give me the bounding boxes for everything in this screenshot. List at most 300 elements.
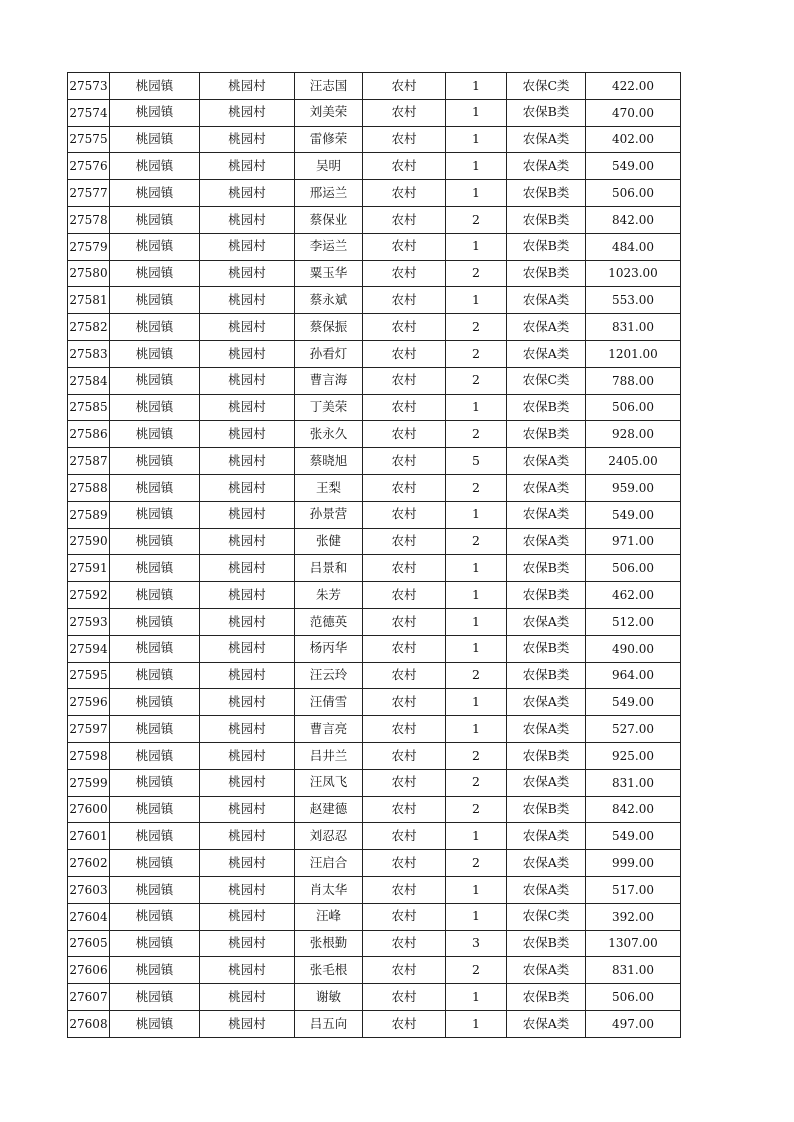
category-cell: 农保A类 xyxy=(507,876,586,903)
category-cell: 农保B类 xyxy=(507,394,586,421)
name-cell: 李运兰 xyxy=(295,233,363,260)
town-cell: 桃园镇 xyxy=(110,474,200,501)
record-id-cell: 27594 xyxy=(68,635,110,662)
amount-cell: 402.00 xyxy=(586,126,681,153)
table-row xyxy=(68,689,681,716)
record-id-cell: 27586 xyxy=(68,421,110,448)
table-row xyxy=(68,99,681,126)
village-cell: 桃园村 xyxy=(200,367,295,394)
table-row xyxy=(68,957,681,984)
count-cell: 2 xyxy=(446,850,507,877)
name-cell: 孙看灯 xyxy=(295,340,363,367)
amount-cell: 928.00 xyxy=(586,421,681,448)
village-cell: 桃园村 xyxy=(200,528,295,555)
amount-cell: 392.00 xyxy=(586,903,681,930)
table-row xyxy=(68,662,681,689)
town-cell: 桃园镇 xyxy=(110,957,200,984)
amount-cell: 506.00 xyxy=(586,394,681,421)
town-cell: 桃园镇 xyxy=(110,126,200,153)
record-id-cell: 27592 xyxy=(68,582,110,609)
count-cell: 1 xyxy=(446,984,507,1011)
town-cell: 桃园镇 xyxy=(110,823,200,850)
amount-cell: 1201.00 xyxy=(586,340,681,367)
count-cell: 1 xyxy=(446,233,507,260)
table-row xyxy=(68,876,681,903)
area-type-cell: 农村 xyxy=(363,314,446,341)
count-cell: 1 xyxy=(446,287,507,314)
category-cell: 农保A类 xyxy=(507,769,586,796)
name-cell: 杨丙华 xyxy=(295,635,363,662)
name-cell: 雷修荣 xyxy=(295,126,363,153)
count-cell: 1 xyxy=(446,876,507,903)
name-cell: 赵建德 xyxy=(295,796,363,823)
area-type-cell: 农村 xyxy=(363,582,446,609)
area-type-cell: 农村 xyxy=(363,876,446,903)
area-type-cell: 农村 xyxy=(363,528,446,555)
village-cell: 桃园村 xyxy=(200,796,295,823)
record-id-cell: 27596 xyxy=(68,689,110,716)
count-cell: 2 xyxy=(446,340,507,367)
amount-cell: 470.00 xyxy=(586,99,681,126)
count-cell: 2 xyxy=(446,421,507,448)
table-row xyxy=(68,73,681,100)
table-row xyxy=(68,555,681,582)
village-cell: 桃园村 xyxy=(200,850,295,877)
village-cell: 桃园村 xyxy=(200,421,295,448)
name-cell: 蔡晓旭 xyxy=(295,448,363,475)
area-type-cell: 农村 xyxy=(363,742,446,769)
record-id-cell: 27580 xyxy=(68,260,110,287)
table-row xyxy=(68,314,681,341)
name-cell: 汪云玲 xyxy=(295,662,363,689)
name-cell: 曹言海 xyxy=(295,367,363,394)
area-type-cell: 农村 xyxy=(363,957,446,984)
town-cell: 桃园镇 xyxy=(110,287,200,314)
category-cell: 农保B类 xyxy=(507,99,586,126)
town-cell: 桃园镇 xyxy=(110,501,200,528)
area-type-cell: 农村 xyxy=(363,930,446,957)
amount-cell: 788.00 xyxy=(586,367,681,394)
table-row xyxy=(68,126,681,153)
amount-cell: 490.00 xyxy=(586,635,681,662)
town-cell: 桃园镇 xyxy=(110,206,200,233)
area-type-cell: 农村 xyxy=(363,662,446,689)
village-cell: 桃园村 xyxy=(200,1010,295,1037)
area-type-cell: 农村 xyxy=(363,689,446,716)
area-type-cell: 农村 xyxy=(363,608,446,635)
count-cell: 2 xyxy=(446,742,507,769)
count-cell: 2 xyxy=(446,796,507,823)
area-type-cell: 农村 xyxy=(363,206,446,233)
village-cell: 桃园村 xyxy=(200,474,295,501)
record-id-cell: 27578 xyxy=(68,206,110,233)
record-id-cell: 27606 xyxy=(68,957,110,984)
town-cell: 桃园镇 xyxy=(110,984,200,1011)
table-row xyxy=(68,930,681,957)
record-id-cell: 27581 xyxy=(68,287,110,314)
town-cell: 桃园镇 xyxy=(110,233,200,260)
name-cell: 吕五向 xyxy=(295,1010,363,1037)
table-row xyxy=(68,287,681,314)
table-row xyxy=(68,823,681,850)
town-cell: 桃园镇 xyxy=(110,1010,200,1037)
town-cell: 桃园镇 xyxy=(110,394,200,421)
record-id-cell: 27593 xyxy=(68,608,110,635)
category-cell: 农保B类 xyxy=(507,984,586,1011)
area-type-cell: 农村 xyxy=(363,555,446,582)
name-cell: 粟玉华 xyxy=(295,260,363,287)
count-cell: 2 xyxy=(446,314,507,341)
village-cell: 桃园村 xyxy=(200,501,295,528)
table-row xyxy=(68,474,681,501)
amount-cell: 484.00 xyxy=(586,233,681,260)
town-cell: 桃园镇 xyxy=(110,340,200,367)
count-cell: 2 xyxy=(446,474,507,501)
amount-cell: 842.00 xyxy=(586,796,681,823)
name-cell: 张毛根 xyxy=(295,957,363,984)
name-cell: 刘美荣 xyxy=(295,99,363,126)
amount-cell: 462.00 xyxy=(586,582,681,609)
amount-cell: 549.00 xyxy=(586,689,681,716)
table-row xyxy=(68,582,681,609)
name-cell: 汪启合 xyxy=(295,850,363,877)
category-cell: 农保B类 xyxy=(507,930,586,957)
category-cell: 农保A类 xyxy=(507,608,586,635)
name-cell: 汪倩雪 xyxy=(295,689,363,716)
area-type-cell: 农村 xyxy=(363,823,446,850)
village-cell: 桃园村 xyxy=(200,608,295,635)
category-cell: 农保A类 xyxy=(507,689,586,716)
record-id-cell: 27600 xyxy=(68,796,110,823)
table-row xyxy=(68,367,681,394)
amount-cell: 842.00 xyxy=(586,206,681,233)
area-type-cell: 农村 xyxy=(363,474,446,501)
amount-cell: 422.00 xyxy=(586,73,681,100)
category-cell: 农保B类 xyxy=(507,555,586,582)
amount-cell: 549.00 xyxy=(586,153,681,180)
name-cell: 汪峰 xyxy=(295,903,363,930)
record-id-cell: 27608 xyxy=(68,1010,110,1037)
table-row xyxy=(68,206,681,233)
count-cell: 1 xyxy=(446,635,507,662)
name-cell: 蔡保振 xyxy=(295,314,363,341)
record-id-cell: 27604 xyxy=(68,903,110,930)
table-row xyxy=(68,850,681,877)
area-type-cell: 农村 xyxy=(363,421,446,448)
area-type-cell: 农村 xyxy=(363,73,446,100)
name-cell: 肖太华 xyxy=(295,876,363,903)
name-cell: 汪志国 xyxy=(295,73,363,100)
table-row xyxy=(68,394,681,421)
table-row xyxy=(68,742,681,769)
table-row xyxy=(68,180,681,207)
count-cell: 2 xyxy=(446,206,507,233)
count-cell: 2 xyxy=(446,662,507,689)
record-id-cell: 27588 xyxy=(68,474,110,501)
village-cell: 桃园村 xyxy=(200,180,295,207)
village-cell: 桃园村 xyxy=(200,769,295,796)
amount-cell: 517.00 xyxy=(586,876,681,903)
town-cell: 桃园镇 xyxy=(110,850,200,877)
category-cell: 农保A类 xyxy=(507,314,586,341)
amount-cell: 964.00 xyxy=(586,662,681,689)
name-cell: 王梨 xyxy=(295,474,363,501)
record-id-cell: 27591 xyxy=(68,555,110,582)
town-cell: 桃园镇 xyxy=(110,528,200,555)
record-id-cell: 27575 xyxy=(68,126,110,153)
data-table xyxy=(67,72,681,1038)
category-cell: 农保A类 xyxy=(507,957,586,984)
area-type-cell: 农村 xyxy=(363,367,446,394)
town-cell: 桃园镇 xyxy=(110,421,200,448)
record-id-cell: 27589 xyxy=(68,501,110,528)
category-cell: 农保A类 xyxy=(507,501,586,528)
table-row xyxy=(68,796,681,823)
village-cell: 桃园村 xyxy=(200,903,295,930)
amount-cell: 527.00 xyxy=(586,716,681,743)
village-cell: 桃园村 xyxy=(200,206,295,233)
table-row xyxy=(68,153,681,180)
record-id-cell: 27607 xyxy=(68,984,110,1011)
area-type-cell: 农村 xyxy=(363,260,446,287)
village-cell: 桃园村 xyxy=(200,153,295,180)
count-cell: 1 xyxy=(446,126,507,153)
town-cell: 桃园镇 xyxy=(110,582,200,609)
count-cell: 1 xyxy=(446,180,507,207)
village-cell: 桃园村 xyxy=(200,957,295,984)
record-id-cell: 27595 xyxy=(68,662,110,689)
count-cell: 1 xyxy=(446,73,507,100)
area-type-cell: 农村 xyxy=(363,716,446,743)
category-cell: 农保B类 xyxy=(507,742,586,769)
town-cell: 桃园镇 xyxy=(110,153,200,180)
name-cell: 吕景和 xyxy=(295,555,363,582)
name-cell: 吴明 xyxy=(295,153,363,180)
town-cell: 桃园镇 xyxy=(110,99,200,126)
category-cell: 农保C类 xyxy=(507,367,586,394)
village-cell: 桃园村 xyxy=(200,448,295,475)
village-cell: 桃园村 xyxy=(200,876,295,903)
category-cell: 农保A类 xyxy=(507,528,586,555)
count-cell: 1 xyxy=(446,823,507,850)
area-type-cell: 农村 xyxy=(363,180,446,207)
area-type-cell: 农村 xyxy=(363,153,446,180)
town-cell: 桃园镇 xyxy=(110,367,200,394)
amount-cell: 506.00 xyxy=(586,555,681,582)
name-cell: 邢运兰 xyxy=(295,180,363,207)
town-cell: 桃园镇 xyxy=(110,716,200,743)
category-cell: 农保B类 xyxy=(507,180,586,207)
count-cell: 3 xyxy=(446,930,507,957)
area-type-cell: 农村 xyxy=(363,448,446,475)
area-type-cell: 农村 xyxy=(363,796,446,823)
category-cell: 农保A类 xyxy=(507,716,586,743)
category-cell: 农保B类 xyxy=(507,233,586,260)
town-cell: 桃园镇 xyxy=(110,796,200,823)
amount-cell: 831.00 xyxy=(586,314,681,341)
village-cell: 桃园村 xyxy=(200,742,295,769)
name-cell: 朱芳 xyxy=(295,582,363,609)
town-cell: 桃园镇 xyxy=(110,608,200,635)
village-cell: 桃园村 xyxy=(200,555,295,582)
area-type-cell: 农村 xyxy=(363,1010,446,1037)
count-cell: 1 xyxy=(446,689,507,716)
record-id-cell: 27576 xyxy=(68,153,110,180)
table-row xyxy=(68,421,681,448)
table-row xyxy=(68,448,681,475)
town-cell: 桃园镇 xyxy=(110,903,200,930)
record-id-cell: 27597 xyxy=(68,716,110,743)
village-cell: 桃园村 xyxy=(200,689,295,716)
count-cell: 2 xyxy=(446,260,507,287)
village-cell: 桃园村 xyxy=(200,73,295,100)
category-cell: 农保C类 xyxy=(507,73,586,100)
town-cell: 桃园镇 xyxy=(110,769,200,796)
table-body xyxy=(68,73,681,1038)
amount-cell: 2405.00 xyxy=(586,448,681,475)
record-id-cell: 27584 xyxy=(68,367,110,394)
record-id-cell: 27585 xyxy=(68,394,110,421)
category-cell: 农保A类 xyxy=(507,474,586,501)
village-cell: 桃园村 xyxy=(200,662,295,689)
area-type-cell: 农村 xyxy=(363,287,446,314)
table-row xyxy=(68,608,681,635)
count-cell: 1 xyxy=(446,555,507,582)
name-cell: 张永久 xyxy=(295,421,363,448)
record-id-cell: 27601 xyxy=(68,823,110,850)
name-cell: 范德英 xyxy=(295,608,363,635)
amount-cell: 925.00 xyxy=(586,742,681,769)
town-cell: 桃园镇 xyxy=(110,876,200,903)
category-cell: 农保A类 xyxy=(507,340,586,367)
category-cell: 农保A类 xyxy=(507,287,586,314)
area-type-cell: 农村 xyxy=(363,126,446,153)
category-cell: 农保C类 xyxy=(507,903,586,930)
record-id-cell: 27603 xyxy=(68,876,110,903)
amount-cell: 512.00 xyxy=(586,608,681,635)
count-cell: 1 xyxy=(446,1010,507,1037)
amount-cell: 497.00 xyxy=(586,1010,681,1037)
count-cell: 1 xyxy=(446,608,507,635)
amount-cell: 549.00 xyxy=(586,823,681,850)
town-cell: 桃园镇 xyxy=(110,73,200,100)
category-cell: 农保B类 xyxy=(507,635,586,662)
name-cell: 谢敏 xyxy=(295,984,363,1011)
town-cell: 桃园镇 xyxy=(110,930,200,957)
town-cell: 桃园镇 xyxy=(110,689,200,716)
record-id-cell: 27598 xyxy=(68,742,110,769)
area-type-cell: 农村 xyxy=(363,635,446,662)
count-cell: 1 xyxy=(446,501,507,528)
count-cell: 1 xyxy=(446,99,507,126)
name-cell: 蔡保业 xyxy=(295,206,363,233)
record-id-cell: 27605 xyxy=(68,930,110,957)
name-cell: 张健 xyxy=(295,528,363,555)
record-id-cell: 27602 xyxy=(68,850,110,877)
area-type-cell: 农村 xyxy=(363,99,446,126)
count-cell: 1 xyxy=(446,716,507,743)
town-cell: 桃园镇 xyxy=(110,662,200,689)
amount-cell: 831.00 xyxy=(586,769,681,796)
count-cell: 2 xyxy=(446,769,507,796)
name-cell: 吕井兰 xyxy=(295,742,363,769)
amount-cell: 506.00 xyxy=(586,984,681,1011)
village-cell: 桃园村 xyxy=(200,314,295,341)
category-cell: 农保B类 xyxy=(507,260,586,287)
village-cell: 桃园村 xyxy=(200,635,295,662)
area-type-cell: 农村 xyxy=(363,769,446,796)
table-row xyxy=(68,233,681,260)
town-cell: 桃园镇 xyxy=(110,555,200,582)
town-cell: 桃园镇 xyxy=(110,180,200,207)
record-id-cell: 27590 xyxy=(68,528,110,555)
amount-cell: 1023.00 xyxy=(586,260,681,287)
village-cell: 桃园村 xyxy=(200,984,295,1011)
category-cell: 农保A类 xyxy=(507,1010,586,1037)
record-id-cell: 27577 xyxy=(68,180,110,207)
village-cell: 桃园村 xyxy=(200,287,295,314)
amount-cell: 959.00 xyxy=(586,474,681,501)
village-cell: 桃园村 xyxy=(200,582,295,609)
category-cell: 农保A类 xyxy=(507,448,586,475)
count-cell: 5 xyxy=(446,448,507,475)
area-type-cell: 农村 xyxy=(363,340,446,367)
amount-cell: 999.00 xyxy=(586,850,681,877)
table-row xyxy=(68,984,681,1011)
area-type-cell: 农村 xyxy=(363,394,446,421)
category-cell: 农保B类 xyxy=(507,796,586,823)
name-cell: 刘忍忍 xyxy=(295,823,363,850)
area-type-cell: 农村 xyxy=(363,984,446,1011)
table-row xyxy=(68,769,681,796)
village-cell: 桃园村 xyxy=(200,716,295,743)
count-cell: 2 xyxy=(446,528,507,555)
table-row xyxy=(68,1010,681,1037)
table-row xyxy=(68,501,681,528)
amount-cell: 831.00 xyxy=(586,957,681,984)
village-cell: 桃园村 xyxy=(200,930,295,957)
name-cell: 张根勤 xyxy=(295,930,363,957)
town-cell: 桃园镇 xyxy=(110,635,200,662)
village-cell: 桃园村 xyxy=(200,823,295,850)
amount-cell: 506.00 xyxy=(586,180,681,207)
town-cell: 桃园镇 xyxy=(110,314,200,341)
village-cell: 桃园村 xyxy=(200,99,295,126)
name-cell: 孙景营 xyxy=(295,501,363,528)
record-id-cell: 27587 xyxy=(68,448,110,475)
area-type-cell: 农村 xyxy=(363,903,446,930)
category-cell: 农保B类 xyxy=(507,582,586,609)
name-cell: 蔡永斌 xyxy=(295,287,363,314)
area-type-cell: 农村 xyxy=(363,850,446,877)
table-row xyxy=(68,635,681,662)
amount-cell: 1307.00 xyxy=(586,930,681,957)
count-cell: 1 xyxy=(446,153,507,180)
count-cell: 1 xyxy=(446,394,507,421)
table-row xyxy=(68,528,681,555)
village-cell: 桃园村 xyxy=(200,394,295,421)
count-cell: 2 xyxy=(446,957,507,984)
table-row xyxy=(68,716,681,743)
name-cell: 汪凤飞 xyxy=(295,769,363,796)
village-cell: 桃园村 xyxy=(200,260,295,287)
category-cell: 农保B类 xyxy=(507,206,586,233)
village-cell: 桃园村 xyxy=(200,126,295,153)
record-id-cell: 27573 xyxy=(68,73,110,100)
area-type-cell: 农村 xyxy=(363,233,446,260)
area-type-cell: 农村 xyxy=(363,501,446,528)
town-cell: 桃园镇 xyxy=(110,448,200,475)
